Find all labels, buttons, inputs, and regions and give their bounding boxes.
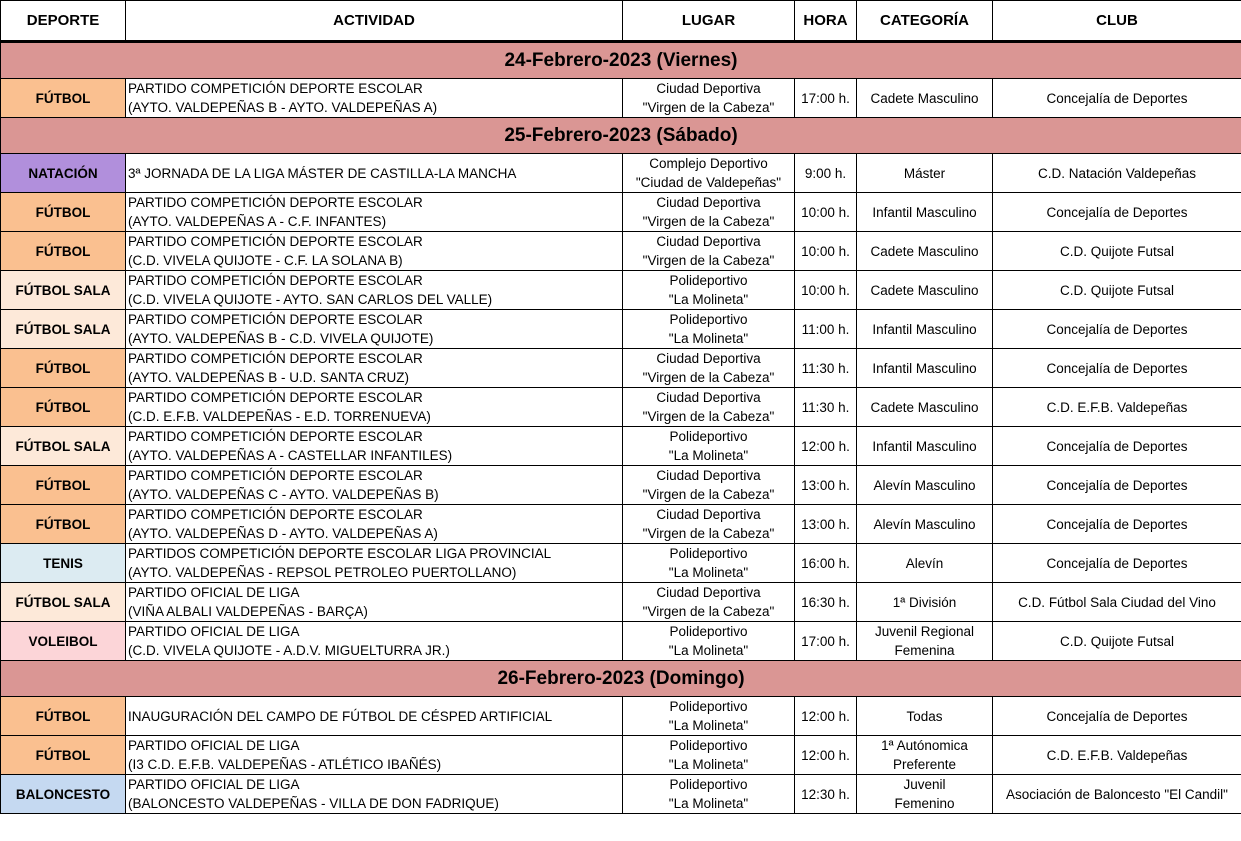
time-cell: 17:00 h. [795, 79, 857, 118]
club-cell: Concejalía de Deportes [993, 310, 1241, 349]
event-row [1, 193, 1241, 232]
place-line: Polideportivo [669, 546, 748, 561]
time-cell: 12:00 h. [795, 697, 857, 736]
activity-cell [126, 697, 623, 736]
club-cell: Concejalía de Deportes [993, 427, 1241, 466]
place-line: Ciudad Deportiva [656, 390, 761, 405]
event-row [1, 310, 1241, 349]
sport-cell: FÚTBOL [1, 388, 126, 427]
club-cell: C.D. E.F.B. Valdepeñas [993, 388, 1241, 427]
club-cell: C.D. Natación Valdepeñas [993, 154, 1241, 193]
category-line: Preferente [892, 757, 957, 772]
time-cell: 16:00 h. [795, 544, 857, 583]
club-cell: Concejalía de Deportes [993, 544, 1241, 583]
category-line: Cadete Masculino [870, 90, 979, 106]
time-cell: 17:00 h. [795, 622, 857, 661]
activity-line: PARTIDO COMPETICIÓN DEPORTE ESCOLAR [128, 468, 423, 483]
club-cell: Concejalía de Deportes [993, 349, 1241, 388]
event-row [1, 271, 1241, 310]
place-cell [623, 193, 795, 232]
place-line: Polideportivo [669, 738, 748, 753]
activity-line: (AYTO. VALDEPEÑAS C - AYTO. VALDEPEÑAS B) [128, 487, 439, 502]
event-row [1, 736, 1241, 775]
category-line: Cadete Masculino [870, 243, 979, 259]
place-cell [623, 544, 795, 583]
activity-line: (AYTO. VALDEPEÑAS D - AYTO. VALDEPEÑAS A) [128, 526, 438, 541]
event-row [1, 388, 1241, 427]
category-line: Alevín [905, 555, 944, 571]
club-cell: Asociación de Baloncesto "El Candil" [993, 775, 1241, 814]
category-line: Máster [903, 165, 946, 181]
time-cell: 9:00 h. [795, 154, 857, 193]
place-line: Ciudad Deportiva [656, 468, 761, 483]
sport-cell: FÚTBOL [1, 349, 126, 388]
sport-cell: FÚTBOL SALA [1, 310, 126, 349]
header-row [1, 1, 1241, 42]
activity-line: PARTIDO COMPETICIÓN DEPORTE ESCOLAR [128, 195, 423, 210]
header-deporte: DEPORTE [1, 1, 126, 42]
activity-cell [126, 505, 623, 544]
sport-cell: TENIS [1, 544, 126, 583]
place-cell [623, 232, 795, 271]
header-lugar: LUGAR [623, 1, 795, 42]
place-cell [623, 697, 795, 736]
category-cell [857, 349, 993, 388]
category-cell [857, 736, 993, 775]
activity-line: (I3 C.D. E.F.B. VALDEPEÑAS - ATLÉTICO IBAÑÉS) [128, 757, 442, 772]
category-line: Cadete Masculino [870, 282, 979, 298]
place-line: "Virgen de la Cabeza" [642, 487, 775, 502]
club-cell: C.D. Quijote Futsal [993, 271, 1241, 310]
place-line: "La Molineta" [668, 292, 749, 307]
activity-cell [126, 310, 623, 349]
activity-line: PARTIDO COMPETICIÓN DEPORTE ESCOLAR [128, 273, 423, 288]
place-line: "Virgen de la Cabeza" [642, 214, 775, 229]
activity-line: PARTIDO COMPETICIÓN DEPORTE ESCOLAR [128, 81, 423, 96]
sport-cell: FÚTBOL SALA [1, 271, 126, 310]
place-cell [623, 736, 795, 775]
place-cell [623, 154, 795, 193]
time-cell: 10:00 h. [795, 232, 857, 271]
activity-line: PARTIDO COMPETICIÓN DEPORTE ESCOLAR [128, 429, 423, 444]
category-line: Femenino [894, 796, 955, 811]
activity-cell [126, 193, 623, 232]
activity-line: PARTIDO COMPETICIÓN DEPORTE ESCOLAR [128, 390, 423, 405]
activity-line: PARTIDO COMPETICIÓN DEPORTE ESCOLAR [128, 234, 423, 249]
category-cell [857, 544, 993, 583]
event-row [1, 232, 1241, 271]
day-header: 25-Febrero-2023 (Sábado) [1, 118, 1241, 154]
sport-cell: BALONCESTO [1, 775, 126, 814]
category-cell [857, 622, 993, 661]
place-line: "La Molineta" [668, 757, 749, 772]
event-row [1, 349, 1241, 388]
category-line: Alevín Masculino [873, 477, 976, 493]
sport-cell: FÚTBOL SALA [1, 427, 126, 466]
place-cell [623, 427, 795, 466]
activity-line: (BALONCESTO VALDEPEÑAS - VILLA DE DON FADRIQUE) [128, 796, 499, 811]
category-cell [857, 583, 993, 622]
category-line: Infantil Masculino [872, 360, 977, 376]
place-cell [623, 349, 795, 388]
time-cell: 10:00 h. [795, 193, 857, 232]
activity-line: PARTIDO OFICIAL DE LIGA [128, 738, 300, 753]
activity-line: (AYTO. VALDEPEÑAS - REPSOL PETROLEO PUERTOLLANO) [128, 565, 517, 580]
club-cell: Concejalía de Deportes [993, 697, 1241, 736]
event-row [1, 544, 1241, 583]
activity-cell [126, 622, 623, 661]
category-cell [857, 193, 993, 232]
place-line: "La Molineta" [668, 448, 749, 463]
event-row [1, 154, 1241, 193]
header-hora: HORA [795, 1, 857, 42]
place-line: "La Molineta" [668, 796, 749, 811]
category-line: 1ª Autónomica [881, 738, 968, 753]
category-line: Infantil Masculino [872, 438, 977, 454]
sport-cell: FÚTBOL [1, 193, 126, 232]
category-cell [857, 232, 993, 271]
sport-cell: FÚTBOL [1, 232, 126, 271]
place-cell [623, 79, 795, 118]
category-cell [857, 466, 993, 505]
activity-line: PARTIDO COMPETICIÓN DEPORTE ESCOLAR [128, 351, 423, 366]
club-cell: C.D. Quijote Futsal [993, 622, 1241, 661]
place-line: Ciudad Deportiva [656, 585, 761, 600]
sport-cell: FÚTBOL [1, 736, 126, 775]
activity-cell [126, 154, 623, 193]
place-line: "La Molineta" [668, 643, 749, 658]
activity-cell [126, 349, 623, 388]
activity-line: PARTIDO COMPETICIÓN DEPORTE ESCOLAR [128, 507, 423, 522]
club-cell: C.D. Quijote Futsal [993, 232, 1241, 271]
activity-cell [126, 79, 623, 118]
event-row [1, 583, 1241, 622]
category-line: 1ª División [892, 594, 957, 610]
activity-line: (C.D. VIVELA QUIJOTE - A.D.V. MIGUELTURRA JR.) [128, 643, 450, 658]
time-cell: 12:30 h. [795, 775, 857, 814]
time-cell: 12:00 h. [795, 736, 857, 775]
place-line: Ciudad Deportiva [656, 234, 761, 249]
activity-line: (AYTO. VALDEPEÑAS B - U.D. SANTA CRUZ) [128, 370, 410, 385]
category-line: Femenina [894, 643, 955, 658]
time-cell: 11:00 h. [795, 310, 857, 349]
activity-cell [126, 271, 623, 310]
place-line: Ciudad Deportiva [656, 351, 761, 366]
day-header-row [1, 42, 1241, 79]
event-row [1, 775, 1241, 814]
place-line: "Virgen de la Cabeza" [642, 526, 775, 541]
activity-line: (AYTO. VALDEPEÑAS B - C.D. VIVELA QUIJOTE) [128, 331, 434, 346]
place-line: Ciudad Deportiva [656, 195, 761, 210]
activity-cell [126, 232, 623, 271]
sport-cell: NATACIÓN [1, 154, 126, 193]
place-line: Polideportivo [669, 624, 748, 639]
place-line: Polideportivo [669, 273, 748, 288]
place-line: Polideportivo [669, 312, 748, 327]
time-cell: 13:00 h. [795, 505, 857, 544]
place-cell [623, 505, 795, 544]
club-cell: C.D. Fútbol Sala Ciudad del Vino [993, 583, 1241, 622]
place-cell [623, 310, 795, 349]
category-cell [857, 154, 993, 193]
event-row [1, 466, 1241, 505]
place-cell [623, 622, 795, 661]
activity-line: PARTIDO OFICIAL DE LIGA [128, 624, 300, 639]
day-header: 24-Febrero-2023 (Viernes) [1, 42, 1241, 79]
activity-line: (C.D. E.F.B. VALDEPEÑAS - E.D. TORRENUEVA) [128, 409, 431, 424]
place-cell [623, 583, 795, 622]
activity-line: PARTIDOS COMPETICIÓN DEPORTE ESCOLAR LIGA PROVINCIAL [128, 546, 552, 561]
time-cell: 10:00 h. [795, 271, 857, 310]
activity-cell [126, 736, 623, 775]
activity-line: (AYTO. VALDEPEÑAS A - C.F. INFANTES) [128, 214, 387, 229]
sport-cell: FÚTBOL SALA [1, 583, 126, 622]
sport-cell: FÚTBOL [1, 466, 126, 505]
day-header-row [1, 118, 1241, 154]
event-row [1, 622, 1241, 661]
place-line: "Virgen de la Cabeza" [642, 253, 775, 268]
category-cell [857, 388, 993, 427]
club-cell: Concejalía de Deportes [993, 79, 1241, 118]
time-cell: 13:00 h. [795, 466, 857, 505]
place-line: "La Molineta" [668, 331, 749, 346]
club-cell: Concejalía de Deportes [993, 505, 1241, 544]
category-line: Todas [906, 708, 943, 724]
event-row [1, 427, 1241, 466]
place-line: Polideportivo [669, 777, 748, 792]
header-actividad: ACTIVIDAD [126, 1, 623, 42]
time-cell: 11:30 h. [795, 388, 857, 427]
category-cell [857, 310, 993, 349]
category-line: Cadete Masculino [870, 399, 979, 415]
day-header-row [1, 661, 1241, 697]
sport-cell: FÚTBOL [1, 505, 126, 544]
category-cell [857, 697, 993, 736]
place-cell [623, 388, 795, 427]
category-line: Infantil Masculino [872, 204, 977, 220]
category-line: Infantil Masculino [872, 321, 977, 337]
club-cell: Concejalía de Deportes [993, 466, 1241, 505]
header-club: CLUB [993, 1, 1241, 42]
header-categoria: CATEGORÍA [857, 1, 993, 42]
event-row [1, 79, 1241, 118]
place-line: Polideportivo [669, 699, 748, 714]
event-row [1, 505, 1241, 544]
activity-cell [126, 427, 623, 466]
place-line: "La Molineta" [668, 565, 749, 580]
category-cell [857, 271, 993, 310]
place-line: "Virgen de la Cabeza" [642, 409, 775, 424]
event-row [1, 697, 1241, 736]
place-line: "La Molineta" [668, 718, 749, 733]
activity-line: (AYTO. VALDEPEÑAS B - AYTO. VALDEPEÑAS A) [128, 100, 438, 115]
activity-line: (C.D. VIVELA QUIJOTE - AYTO. SAN CARLOS DEL VALLE) [128, 292, 493, 307]
sport-cell: FÚTBOL [1, 79, 126, 118]
category-cell [857, 79, 993, 118]
sport-cell: VOLEIBOL [1, 622, 126, 661]
activity-line: INAUGURACIÓN DEL CAMPO DE FÚTBOL DE CÉSPED ARTIFICIAL [128, 708, 553, 724]
schedule-body [1, 42, 1241, 814]
sport-cell: FÚTBOL [1, 697, 126, 736]
place-line: "Ciudad de Valdepeñas" [635, 175, 782, 190]
activity-cell [126, 775, 623, 814]
category-line: Juvenil [903, 777, 946, 792]
time-cell: 16:30 h. [795, 583, 857, 622]
category-cell [857, 427, 993, 466]
place-line: "Virgen de la Cabeza" [642, 370, 775, 385]
place-line: Ciudad Deportiva [656, 81, 761, 96]
category-line: Alevín Masculino [873, 516, 976, 532]
time-cell: 11:30 h. [795, 349, 857, 388]
activity-cell [126, 544, 623, 583]
time-cell: 12:00 h. [795, 427, 857, 466]
activity-cell [126, 466, 623, 505]
category-cell [857, 505, 993, 544]
place-cell [623, 466, 795, 505]
activity-line: (AYTO. VALDEPEÑAS A - CASTELLAR INFANTILES) [128, 448, 453, 463]
place-cell [623, 775, 795, 814]
club-cell: Concejalía de Deportes [993, 193, 1241, 232]
activity-line: PARTIDO OFICIAL DE LIGA [128, 777, 300, 792]
activity-line: (C.D. VIVELA QUIJOTE - C.F. LA SOLANA B) [128, 253, 403, 268]
activity-line: (VIÑA ALBALI VALDEPEÑAS - BARÇA) [128, 604, 368, 619]
activity-line: PARTIDO COMPETICIÓN DEPORTE ESCOLAR [128, 312, 423, 327]
place-cell [623, 271, 795, 310]
activity-line: PARTIDO OFICIAL DE LIGA [128, 585, 300, 600]
place-line: "Virgen de la Cabeza" [642, 100, 775, 115]
activity-line: 3ª JORNADA DE LA LIGA MÁSTER DE CASTILLA-LA MANCHA [128, 165, 517, 181]
club-cell: C.D. E.F.B. Valdepeñas [993, 736, 1241, 775]
place-line: "Virgen de la Cabeza" [642, 604, 775, 619]
day-header: 26-Febrero-2023 (Domingo) [1, 661, 1241, 697]
place-line: Complejo Deportivo [649, 156, 768, 171]
category-cell [857, 775, 993, 814]
activity-cell [126, 583, 623, 622]
category-line: Juvenil Regional [874, 624, 975, 639]
place-line: Polideportivo [669, 429, 748, 444]
activity-cell [126, 388, 623, 427]
place-line: Ciudad Deportiva [656, 507, 761, 522]
